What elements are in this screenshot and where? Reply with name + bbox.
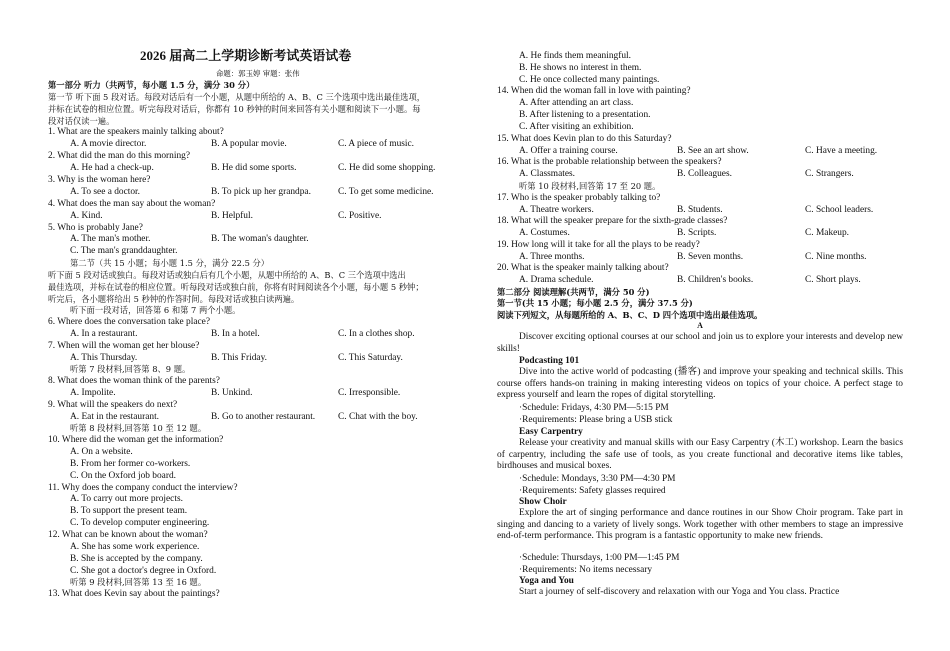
option-a: A. Drama schedule. [519, 275, 594, 285]
course-body-carpentry: Release your creativity and manual skills with our Easy Carpentry (木工) workshop. Learn the basics of carpentry, including the safe use of tools, as you create functional and decorative items like tables, birdhouses and musical boxes. [497, 438, 903, 472]
option-b: B. Helpful. [211, 211, 253, 221]
q13-option-b: B. He shows no interest in them. [519, 63, 642, 73]
exam-credits: 命题：郭玉婷 审题：张伟 [216, 69, 300, 78]
q12-option-b: B. She is accepted by the company. [70, 554, 203, 564]
q11-option-c: C. To develop computer engineering. [70, 518, 210, 528]
exam-title: 2026 届高二上学期诊断考试英语试卷 [140, 48, 352, 63]
option-a: A. Classmates. [519, 169, 575, 179]
question-5-options-row2 [70, 245, 486, 257]
course-schedule-podcasting: ·Schedule: Fridays, 4:30 PM—5:15 PM [519, 403, 669, 413]
option-a: A. Offer a training course. [519, 146, 618, 156]
question-3: 3. Why is the woman here? [48, 175, 151, 185]
q11-option-a: A. To carry out more projects. [70, 494, 183, 504]
question-3-options [70, 186, 486, 198]
passage-intro: Discover exciting optional courses at our school and join us to explore your interests and develop new skills! [497, 332, 903, 354]
course-requirement-podcasting: ·Requirements: Please bring a USB stick [519, 415, 673, 425]
course-title-podcasting: Podcasting 101 [519, 356, 580, 366]
question-1: 1. What are the speakers mainly talking about? [48, 127, 224, 137]
course-body-choir: Explore the art of singing performance and dance routines in our Show Choir program. Take part in singing and dancing to a variety of lively songs. Work together with other members to stage an impressive end-of-term performance. This program is a fantastic opportunity to make new friends. [497, 508, 903, 542]
question-19: 19. How long will it take for all the plays to be ready? [497, 240, 700, 250]
option-c: C. A piece of music. [338, 139, 415, 149]
option-a: A. In a restaurant. [70, 329, 138, 339]
question-2-options [70, 162, 486, 174]
option-b: B. Go to another restaurant. [211, 412, 316, 422]
question-10: 10. Where did the woman get the information? [48, 435, 224, 445]
direction-q10-q12: 听第 8 段材料,回答第 10 至 12 题。 [70, 423, 207, 433]
option-c: C. Have a meeting. [805, 146, 878, 156]
course-body-podcasting: Dive into the active world of podcasting (播客) and improve your speaking and technical skills. This course offers hands-on training in making interesting videos on topics of your choice. A perfect stage to express yourself and learn the ropes of digital storytelling. [497, 367, 903, 401]
question-17: 17. Who is the speaker probably talking to? [497, 193, 661, 203]
question-7: 7. When will the woman get her blouse? [48, 341, 200, 351]
option-a: A. Impolite. [70, 388, 116, 398]
direction-q8-q9: 听第 7 段材料,回答第 8、9 题。 [70, 364, 191, 374]
question-4: 4. What does the man say about the woman? [48, 199, 216, 209]
q12-option-c: C. She got a doctor's degree in Oxford. [70, 566, 217, 576]
question-5: 5. Who is probably Jane? [48, 223, 143, 233]
question-4-options [70, 210, 486, 222]
question-18: 18. What will the speaker prepare for the sixth-grade classes? [497, 216, 728, 226]
q14-option-a: A. After attending an art class. [519, 98, 634, 108]
option-c: C. Makeup. [805, 228, 850, 238]
question-8-options [70, 387, 486, 399]
section2-instruction-line: 听完后，各小题将给出 5 秒钟的作答时间。每段对话或独白读两遍。 [48, 294, 300, 304]
question-16: 16. What is the probable relationship between the speakers? [497, 157, 722, 167]
q10-option-a: A. On a website. [70, 447, 133, 457]
course-requirement-choir: ·Requirements: No items necessary [519, 565, 653, 575]
question-20: 20. What is the speaker mainly talking about? [497, 263, 669, 273]
question-13: 13. What does Kevin say about the paintings? [48, 589, 220, 599]
q14-option-c: C. After visiting an exhibition. [519, 122, 634, 132]
question-12: 12. What can be known about the woman? [48, 530, 208, 540]
option-a: A. Eat in the restaurant. [70, 412, 160, 422]
course-title-yoga: Yoga and You [519, 576, 574, 586]
course-schedule-choir: ·Schedule: Thursdays, 1:00 PM—1:45 PM [519, 553, 680, 563]
question-8: 8. What does the woman think of the parents? [48, 376, 220, 386]
section1-instruction-line: 并标在试卷的相应位置。听完每段对话后，你都有 10 秒钟的时间来回答有关小题和阅读下一小题。每 [48, 104, 421, 114]
question-20-options [519, 274, 914, 286]
option-b: B. Scripts. [677, 228, 717, 238]
course-title-choir: Show Choir [519, 497, 567, 507]
direction-q13-q16: 听第 9 段材料,回答第 13 至 16 题。 [70, 577, 207, 587]
reading-instruction: 阅读下列短文，从每题所给的 A、B、C、D 四个选项中选出最佳选项。 [497, 310, 763, 320]
option-a: A. This Thursday. [70, 353, 138, 363]
option-b: B. The woman's daughter. [211, 234, 309, 244]
section2-instruction-line: 最佳选项，并标在试卷的相应位置。听每段对话或独白前，你将有时间阅读各个小题，每小题 5 秒钟； [48, 282, 424, 292]
option-b: B. See an art show. [677, 146, 749, 156]
option-c: C. He did some shopping. [338, 163, 436, 173]
q13-option-a: A. He finds them meaningful. [519, 51, 631, 61]
question-15: 15. What does Kevin plan to do this Saturday? [497, 134, 672, 144]
q10-option-b: B. From her former co-workers. [70, 459, 191, 469]
section1-instruction-line: 段对话仅读一遍。 [48, 116, 115, 126]
q12-option-a: A. She has some work experience. [70, 542, 200, 552]
option-a: A. Kind. [70, 211, 103, 221]
option-a: A. Costumes. [519, 228, 570, 238]
option-c: C. The man's granddaughter. [70, 246, 178, 256]
q14-option-b: B. After listening to a presentation. [519, 110, 651, 120]
option-b: B. Students. [677, 205, 723, 215]
option-b: B. This Friday. [211, 353, 267, 363]
course-requirement-carpentry: ·Requirements: Safety glasses required [519, 486, 666, 496]
option-c: C. Strangers. [805, 169, 854, 179]
option-c: C. Short plays. [805, 275, 861, 285]
section1-instruction-line: 第一节 听下面 5 段对话。每段对话后有一个小题，从题中所给的 A、B、C 三个选项中选出最佳选项， [48, 92, 426, 102]
option-b: B. Children's books. [677, 275, 754, 285]
question-6: 6. Where does the conversation take place? [48, 317, 210, 327]
question-2: 2. What did the man do this morning? [48, 151, 190, 161]
section2-heading: 第二节（共 15 小题；每小题 1.5 分，满分 22.5 分） [70, 258, 270, 268]
question-16-options [519, 168, 914, 180]
option-c: C. This Saturday. [338, 353, 403, 363]
option-a: A. Theatre workers. [519, 205, 594, 215]
question-5-options [70, 233, 486, 245]
course-title-carpentry: Easy Carpentry [519, 427, 583, 437]
question-18-options [519, 227, 914, 239]
q13-option-c: C. He once collected many paintings. [519, 75, 660, 85]
option-a: A. To see a doctor. [70, 187, 140, 197]
option-a: A. The man's mother. [70, 234, 151, 244]
question-6-options [70, 328, 486, 340]
option-b: B. Colleagues. [677, 169, 732, 179]
passage-label: A [697, 321, 703, 330]
option-c: C. To get some medicine. [338, 187, 434, 197]
q10-option-c: C. On the Oxford job board. [70, 471, 176, 481]
option-a: A. He had a check-up. [70, 163, 154, 173]
option-c: C. Chat with the boy. [338, 412, 418, 422]
option-c: C. Nine months. [805, 252, 867, 262]
option-b: B. He did some sports. [211, 163, 297, 173]
option-b: B. To pick up her grandpa. [211, 187, 311, 197]
part1-heading: 第一部分 听力（共两节，每小题 1.5 分，满分 30 分） [48, 80, 255, 90]
section2-instruction-line: 听下面 5 段对话或独白。每段对话或独白后有几个小题，从题中所给的 A、B、C 三个选项中选出 [48, 270, 406, 280]
option-b: B. A popular movie. [211, 139, 287, 149]
option-b: B. In a hotel. [211, 329, 260, 339]
part2-section1-heading: 第一节(共 15 小题；每小题 2.5 分，满分 37.5 分) [497, 298, 693, 308]
option-a: A. A movie director. [70, 139, 147, 149]
option-c: C. In a clothes shop. [338, 329, 415, 339]
direction-q6-q7: 听下面一段对话，回答第 6 和第 7 两个小题。 [70, 305, 241, 315]
option-a: A. Three months. [519, 252, 585, 262]
option-b: B. Seven months. [677, 252, 744, 262]
course-schedule-carpentry: ·Schedule: Mondays, 3:30 PM—4:30 PM [519, 474, 676, 484]
question-9: 9. What will the speakers do next? [48, 400, 178, 410]
q11-option-b: B. To support the present team. [70, 506, 188, 516]
question-14: 14. When did the woman fall in love with painting? [497, 86, 691, 96]
part2-heading: 第二部分 阅读理解(共两节，满分 50 分) [497, 287, 650, 297]
question-11: 11. Why does the company conduct the interview? [48, 483, 238, 493]
option-c: C. Irresponsible. [338, 388, 401, 398]
question-1-options [70, 138, 486, 150]
direction-q17-q20: 听第 10 段材料,回答第 17 至 20 题。 [519, 181, 661, 191]
option-b: B. Unkind. [211, 388, 253, 398]
course-body-yoga: Start a journey of self-discovery and relaxation with our Yoga and You class. Practice [519, 587, 840, 597]
option-c: C. School leaders. [805, 205, 874, 215]
option-c: C. Positive. [338, 211, 382, 221]
